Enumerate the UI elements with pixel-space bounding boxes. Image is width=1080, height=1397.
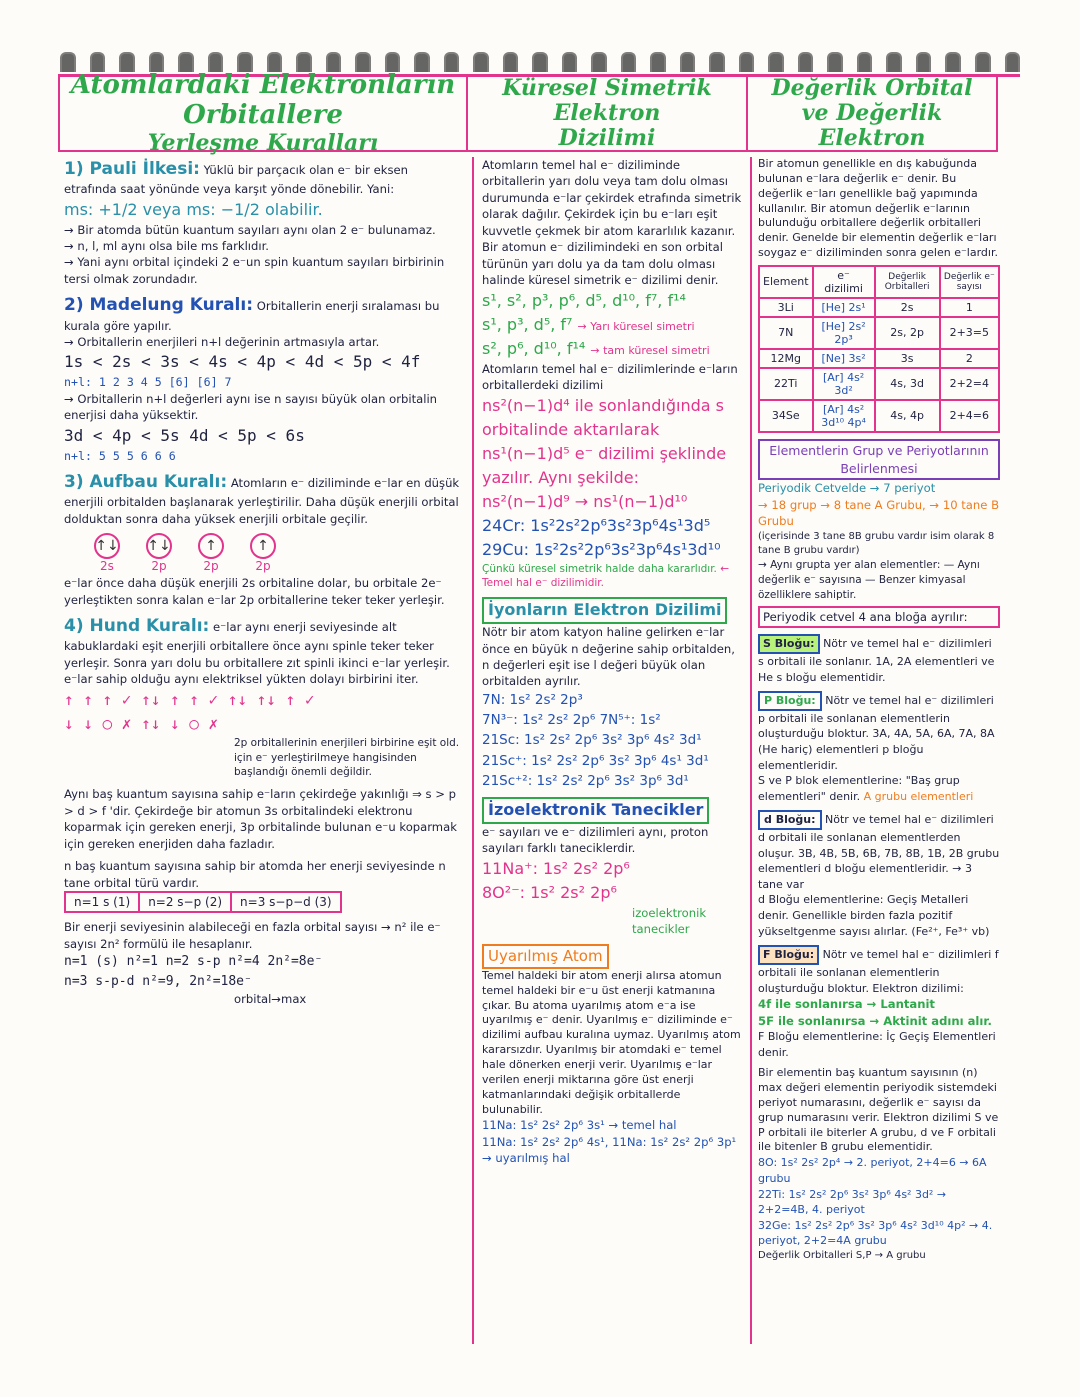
s-block-title: S Bloğu: <box>758 634 820 654</box>
madelung-sequence: 1s < 2s < 3s < 4s < 4p < 4d < 5p < 4f <box>64 352 421 372</box>
table-cell: 2+3=5 <box>940 317 999 349</box>
excited-atom-section <box>482 944 742 1167</box>
table-cell: 1 <box>940 298 999 317</box>
excited-atom-text: Temel haldeki bir atom enerji alırsa atomun temel haldeki bir e⁻u üst enerji katmanına çıkar. Bu atoma uyarılmış atom e⁻a ise uyarılmış e⁻ denir. Uyarılmış e⁻ diziliminde e⁻ dizilimi aufbau kuralına uymaz. Uyarılmış atom kararsızdır. Uyarılmış bir atomdaki e⁻ temel hale dönerken enerji verir. Uyarılmış e⁻lar verilen enerji miktarına göre üst enerji katmanlarındaki değişik orbitallerde bulunabilir. <box>482 968 741 1116</box>
symmetry-text: Atomların temel hal e⁻ diziliminde orbitallerin yarı dolu veya tam dolu olması durumunda e⁻lar çekirdek etrafında simetrik olarak dağılır. Çekirdek için bu e⁻ları eşit kuvvetle çekmek bir atom kararlılık kazanır. Bir atomun e⁻ dizilimindeki en son orbital türünün yarı dolu ya da tam dolu olması halinde küresel simetrik e⁻ dizilimi denir. <box>482 158 742 288</box>
sp-text: S ve P blok elementlerine: "Baş grup elementleri" denir. <box>758 774 960 803</box>
max-caption: orbital→max <box>234 992 307 1006</box>
table-cell: 2 <box>940 349 999 368</box>
aufbau-explanation: e⁻lar önce daha düşük enerjili 2s orbitaline dolar, bu orbitale 2e⁻ yerleştikten sonra kalan e⁻lar 2p orbitallerine teker teker yerleşir. <box>64 576 445 607</box>
group-period-section <box>758 439 1000 628</box>
lanthanide-line: 4f ile sonlanırsa → Lantanit <box>758 997 935 1012</box>
table-cell: 22Ti <box>759 368 813 400</box>
table-header: Değerlik Orbitalleri <box>875 266 940 298</box>
ground-state-text: Atomların temel hal e⁻ dizilimlerinde e⁻ların orbitallerdeki dizilimi <box>482 361 738 393</box>
table-cell: [Ar] 4s² 3d² <box>813 368 875 400</box>
isoelectronic-label: izoelektronik tanecikler <box>632 905 707 937</box>
hund-section <box>64 614 464 780</box>
table-cell: 2s <box>875 298 940 317</box>
d9-rule: ns²(n−1)d⁹ → ns¹(n−1)d¹⁰ <box>482 491 688 511</box>
column-spherical-symmetry <box>472 157 742 1344</box>
block-intro: Periyodik cetvel 4 ana bloğa ayrılır: <box>758 606 1000 628</box>
ion-section <box>482 597 742 791</box>
table-row <box>759 400 999 432</box>
orbital-box <box>146 533 172 573</box>
n-orbital-cell: n=2 s−p (2) <box>140 893 232 911</box>
table-cell: 3s <box>875 349 940 368</box>
spin-icon: ↑ <box>250 533 276 559</box>
f-block-title: F Bloğu: <box>758 945 819 965</box>
max-example: n=3 s-p-d n²=9, 2n²=18e⁻ <box>64 973 252 989</box>
table-cell: 7N <box>759 317 813 349</box>
ion-config: 21Sc⁺: 1s² 2s² 2p⁶ 3s² 3p⁶ 4s¹ 3d¹ <box>482 752 709 769</box>
position-example: 8O: 1s² 2s² 2p⁴ → 2. periyot, 2+4=6 → 6A grubu <box>758 1156 987 1185</box>
spin-icon: ↑↓ <box>146 533 172 559</box>
isoelectronic-section <box>482 797 742 938</box>
period-line: Periyodik Cetvelde → 7 periyot <box>758 481 936 496</box>
spin-icon: ↑ <box>198 533 224 559</box>
header-title-line1: Atomlardaki Elektronların Orbitallere <box>70 69 456 130</box>
d-block-title: d Bloğu: <box>758 810 822 830</box>
p-block-section <box>758 691 1000 804</box>
header-title-line2: Dizilimi <box>558 125 656 152</box>
orbital-label: 2p <box>255 559 271 574</box>
header-title-line2: Yerleşme Kuralları <box>147 129 379 156</box>
column-valence <box>750 157 1000 1344</box>
table-header: Değerlik e⁻ sayısı <box>940 266 999 298</box>
hund-correct-row: ↑ ↑ ↑ ✓ ↑↓ ↑ ↑ ✓ ↑↓ ↑↓ ↑ ✓ <box>64 689 315 709</box>
position-example: 32Ge: 1s² 2s² 2p⁶ 3s² 3p⁶ 4s² 3d¹⁰ 4p² → 4. periyot, 2+2=4A grubu <box>758 1218 993 1248</box>
header-spherical-symmetry <box>466 74 748 152</box>
max-example: n=1 (s) n²=1 n=2 s-p n²=4 2n²=8e⁻ <box>64 954 323 969</box>
table-row <box>759 298 999 317</box>
p-block-text: Nötr ve temel hal e⁻ dizilimleri p orbitali ile sonlanan elementlerin oluşturduğu bloktur. 3A, 4A, 5A, 6A, 7A, 8A (He hariç) elementleri p bloğu elementleridir. <box>758 694 995 772</box>
ion-config: 21Sc⁺²: 1s² 2s² 2p⁶ 3s² 3p⁶ 3d¹ <box>482 772 689 789</box>
header-valence <box>746 74 998 152</box>
isoelectronic-config: 11Na⁺: 1s² 2s² 2p⁶ <box>482 858 630 878</box>
excited-config: 11Na: 1s² 2s² 2p⁶ 4s¹, 11Na: 1s² 2s² 2p⁶ 3p¹ → uyarılmış hal <box>482 1134 737 1166</box>
cu-note-right: ← Temel hal e⁻ dizilimidir. <box>482 562 730 590</box>
madelung-title: 2) Madelung Kuralı: <box>64 295 254 316</box>
excited-atom-title: Uyarılmış Atom <box>482 944 609 969</box>
d-block-text: Nötr ve temel hal e⁻ dizilimleri d orbitali ile sonlanan elementlerden oluşur. 3B, 4B, 5B, 6B, 7B, 8B, 1B, 2B grubu elementleri d bloğu elementleridir. → 3 tane var <box>758 813 1000 891</box>
pauli-text: Yüklü bir parçacık olan e⁻ bir eksen etrafında saat yönünde veya karşıt yönde dönebilir. Yani: <box>64 163 408 197</box>
s-block-section <box>758 634 1000 685</box>
d-block-section <box>758 810 1000 939</box>
pauli-title: 1) Pauli İlkesi: <box>64 159 200 179</box>
madelung-text: Orbitallerin enerji sıralaması bu kurala göre yapılır. <box>64 299 440 333</box>
half-symmetry-list: s¹, p³, d⁵, f⁷ <box>482 314 573 334</box>
f-block-section <box>758 945 1000 1060</box>
full-symmetry-list: s², p⁶, d¹⁰, f¹⁴ <box>482 338 586 358</box>
hund-wrong-row: ↓ ↓ ○ ✗ ↑↓ ↓ ○ ✗ <box>64 713 219 733</box>
sp-sub: A grubu elementleri <box>863 789 974 803</box>
table-header: Element <box>759 266 813 298</box>
aufbau-orbital-diagram <box>94 533 464 573</box>
p-block-title: P Bloğu: <box>758 691 822 711</box>
inner-transition-line: F Bloğu elementlerine: İç Geçiş Elementleri denir. <box>758 1030 996 1059</box>
spin-icon: ↑↓ <box>94 533 120 559</box>
pauli-bullet: → Yani aynı orbital içindeki 2 e⁻un spin kuantum sayıları birbirinin tersi olmak zorundadır. <box>64 255 445 286</box>
aufbau-text: Atomların e⁻ diziliminde e⁻lar en düşük enerjili orbitalden başlanarak yerleştirilir. Daha düşük enerjili orbital dolduktan sonra daha yüksek enerjili orbitale geçilir. <box>64 476 460 526</box>
symmetry-section <box>482 157 742 591</box>
isoelectronic-config: 8O²⁻: 1s² 2s² 2p⁶ <box>482 882 617 902</box>
excited-config: 11Na: 1s² 2s² 2p⁶ 3s¹ → temel hal <box>482 1118 677 1133</box>
hund-text: e⁻lar aynı enerji seviyesinde alt kabuklardaki eşit enerjili orbitallere önce aynı spinle teker teker yerleşir. Sonra yarı dolu bu orbitallere zıt spinli ikinci e⁻lar yerleşir. e⁻lar sahip olduğu aynı elektriksel yükten dolayı birbirini iter. <box>64 620 450 687</box>
table-cell: 3Li <box>759 298 813 317</box>
notebook-page <box>58 69 1020 1344</box>
orbital-box <box>250 533 276 573</box>
actinide-line: 5F ile sonlanırsa → Aktinit adını alır. <box>758 1013 992 1028</box>
n-orbital-text: n baş kuantum sayısına sahip bir atomda her enerji seviyesinde n tane orbital türü vardır. <box>64 859 446 890</box>
ion-title: İyonların Elektron Dizilimi <box>482 597 727 624</box>
table-cell: [He] 2s² 2p³ <box>813 317 875 349</box>
pauli-section <box>64 157 464 287</box>
cu-note: Çünkü küresel simetrik halde daha kararlıdır. <box>482 562 717 575</box>
aufbau-section <box>64 470 464 608</box>
position-note: Değerlik Orbitalleri S,P → A grubu <box>758 1249 926 1261</box>
table-cell: 2+4=6 <box>940 400 999 432</box>
ion-config: 7N: 1s² 2s² 2p³ <box>482 691 583 708</box>
table-header-row <box>759 266 999 298</box>
table-header: e⁻ dizilimi <box>813 266 875 298</box>
shell-proximity-text: Aynı baş kuantum sayısına sahip e⁻ların çekirdeğe yakınlığı ⇒ s > p > d > f 'dir. Çekirdeğe bir atomun 3s orbitalindeki elektronu koparmak için gereken enerji, 3p orbitalinde bulunan e⁻u koparmak için gereken enerjiden daha fazladır. <box>64 787 457 851</box>
half-symmetry-label: → Yarı küresel simetri <box>577 319 695 333</box>
s-block-text: Nötr ve temel hal e⁻ dizilimleri s orbitali ile sonlanır. 1A, 2A elementleri ve He s bloğu elementidir. <box>758 637 995 684</box>
ion-config: 7N³⁻: 1s² 2s² 2p⁶ 7N⁵⁺: 1s² <box>482 712 661 729</box>
d5-rule: ns¹(n−1)d⁵ e⁻ dizilimi şeklinde yazılır. Aynı şekilde: <box>482 443 727 487</box>
cr-config: 24Cr: 1s²2s²2p⁶3s²3p⁶4s¹3d⁵ <box>482 515 711 535</box>
pauli-bullet: → Bir atomda bütün kuantum sayıları aynı olan 2 e⁻ bulunamaz. <box>64 222 436 237</box>
table-cell: 34Se <box>759 400 813 432</box>
orbital-box <box>198 533 224 573</box>
table-row <box>759 368 999 400</box>
madelung-nl-values: n+l: 1 2 3 4 5 [6] [6] 7 <box>64 375 232 390</box>
table-cell: 2s, 2p <box>875 317 940 349</box>
header-orbital-rules <box>58 69 468 156</box>
ion-text: Nötr bir atom katyon haline gelirken e⁻lar önce en büyük n değerine sahip orbitalden, n değerleri eşit ise l değeri büyük olan orbitalden ayrılır. <box>482 625 735 689</box>
shell-section <box>64 786 464 1007</box>
column-orbital-rules <box>64 157 464 1344</box>
header-title-line1: Küresel Simetrik Elektron <box>502 74 712 126</box>
table-cell: 4s, 3d <box>875 368 940 400</box>
header-title-line2: ve Değerlik Elektron <box>801 99 943 152</box>
aufbau-title: 3) Aufbau Kuralı: <box>64 472 228 493</box>
valence-section <box>758 157 1000 433</box>
periodic-position-section <box>758 1066 1000 1263</box>
valence-text: Bir atomun genellikle en dış kabuğunda bulunan e⁻lara değerlik e⁻ denir. Bu değerlik e⁻ları genellikle bağ yapımında kullanılır. Bir atomun değerlik e⁻larının bulunduğu orbitallere değerlik orbitalleri denir. Genelde bir elementin değerlik e⁻ları soygaz e⁻ diziliminden sonra gelen e⁻lardır. <box>758 157 998 260</box>
madelung-bullet: → Orbitallerin n+l değerleri aynı ise n sayısı büyük olan orbitalin enerjisi daha yüksektir. <box>64 391 438 423</box>
pauli-ms: ms: +1/2 veya ms: −1/2 olabilir. <box>64 199 323 219</box>
table-cell: 12Mg <box>759 349 813 368</box>
orbital-box <box>94 533 120 573</box>
same-group-text: → Aynı grupta yer alan elementler: — Aynı değerlik e⁻ sayısına — Benzer kimyasal özelliklere sahiptir. <box>758 559 980 601</box>
n-orbital-cell: n=1 s (1) <box>66 893 140 911</box>
f-block-text: Nötr ve temel hal e⁻ dizilimleri f orbitali ile sonlanan elementlerin oluşturduğu bloktur. Elektron dizilimi: <box>758 948 999 995</box>
madelung-bullet: → Orbitallerin enerjileri n+l değerinin artmasıyla artar. <box>64 334 380 349</box>
next-page-edge <box>1022 74 1080 1344</box>
table-cell: [Ne] 3s² <box>813 349 875 368</box>
valence-table <box>758 265 1000 433</box>
position-example: 22Ti: 1s² 2s² 2p⁶ 3s² 3p⁶ 4s² 3d² → 2+2=4B, 4. periyot <box>758 1187 947 1217</box>
group-b-note: (içerisinde 3 tane 8B grubu vardır isim olarak 8 tane B grubu vardır) <box>758 530 995 556</box>
symmetry-all: s¹, s², p³, p⁶, d⁵, d¹⁰, f⁷, f¹⁴ <box>482 290 686 310</box>
n-orbital-cell: n=3 s−p−d (3) <box>240 895 332 910</box>
madelung-nl-values: n+l: 5 5 5 6 6 6 <box>64 448 176 463</box>
table-cell: 2+2=4 <box>940 368 999 400</box>
n-orbital-table <box>64 891 342 913</box>
table-cell: [He] 2s¹ <box>813 298 875 317</box>
table-row <box>759 317 999 349</box>
table-cell: 4s, 4p <box>875 400 940 432</box>
table-row <box>759 349 999 368</box>
table-cell: [Ar] 4s² 3d¹⁰ 4p⁴ <box>813 400 875 432</box>
hund-title: 4) Hund Kuralı: <box>64 616 210 637</box>
madelung-section <box>64 293 464 464</box>
cu-config: 29Cu: 1s²2s²2p⁶3s²3p⁶4s¹3d¹⁰ <box>482 539 721 559</box>
group-line: → 18 grup → 8 tane A Grubu, → 10 tane B Grubu <box>758 497 1000 529</box>
hund-note: 2p orbitallerinin enerjileri birbirine eşit old. için e⁻ yerleştirilmeye hangisinden başlandığı önemli değildir. <box>234 736 460 779</box>
periodic-position-text: Bir elementin baş kuantum sayısının (n) max değeri elementin periyodik sistemdeki periyot numarasını, değerlik e⁻ sayısı da grup numarasını verir. Elektron dizilimi S ve P orbitali ile biterler A grubu, d ve F orbitali ile bitenler B grubu elementidir. <box>758 1066 999 1154</box>
orbital-label: 2p <box>151 559 167 574</box>
ion-config: 21Sc: 1s² 2s² 2p⁶ 3s² 3p⁶ 4s² 3d¹ <box>482 732 702 749</box>
d4-rule: ns²(n−1)d⁴ ile sonlandığında s orbitalinde aktarılarak <box>482 395 724 439</box>
header-title-line1: Değerlik Orbital <box>771 74 973 101</box>
isoelectronic-text: e⁻ sayıları ve e⁻ dizilimleri aynı, proton sayıları farklı taneciklerdir. <box>482 824 709 856</box>
isoelectronic-title: İzoelektronik Tanecikler <box>482 797 709 824</box>
orbital-label: 2s <box>100 559 114 574</box>
group-period-title: Elementlerin Grup ve Periyotlarının Belirlenmesi <box>758 439 1000 481</box>
orbital-label: 2p <box>203 559 219 574</box>
madelung-sequence: 3d < 4p < 5s 4d < 5p < 6s <box>64 425 305 445</box>
d-block-text2: d Bloğu elementlerine: Geçiş Metalleri denir. Genellikle birden fazla pozitif yükseltgenme sayısı alırlar. (Fe²⁺, Fe³⁺ vb) <box>758 893 990 938</box>
max-orbital-text: Bir enerji seviyesinin alabileceği en fazla orbital sayısı → n² ile e⁻ sayısı 2n² formülü ile hesaplanır. <box>64 920 441 951</box>
full-symmetry-label: → tam küresel simetri <box>590 343 710 357</box>
pauli-bullet: → n, l, ml aynı olsa bile ms farklıdır. <box>64 239 269 254</box>
